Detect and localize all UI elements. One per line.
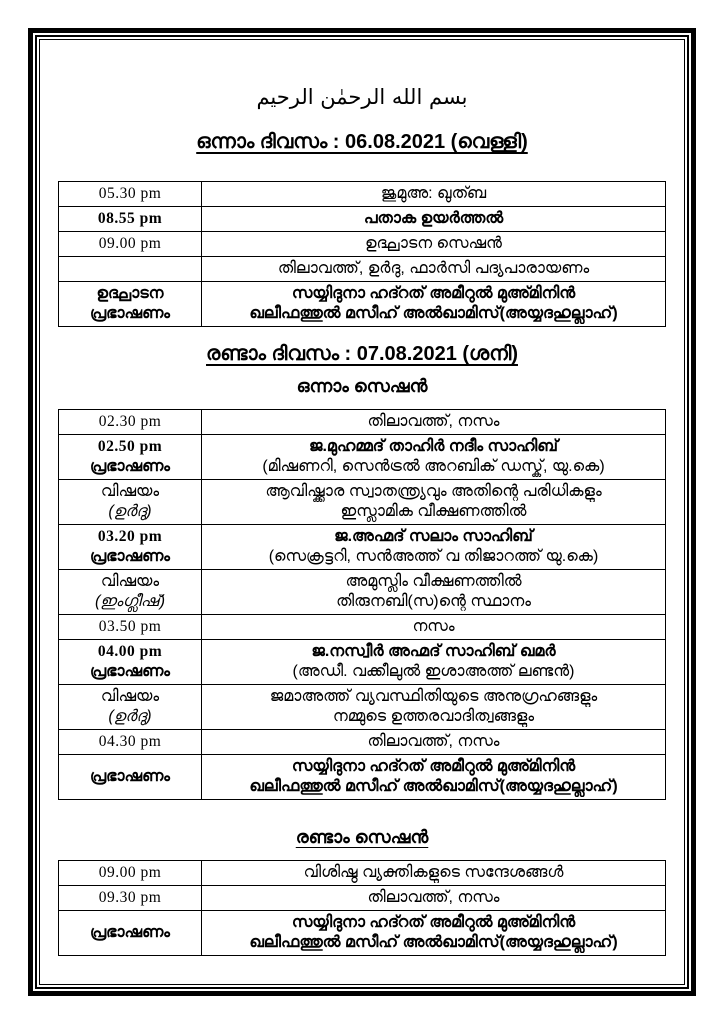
event-cell-line: ഇസ്ലാമിക വീക്ഷണത്തിൽ — [340, 503, 527, 520]
event-cell-line: അമുസ്ലിം വീക്ഷണത്തിൽ — [345, 573, 522, 590]
schedule-row — [59, 525, 666, 570]
time-cell — [59, 886, 202, 911]
event-cell — [202, 861, 666, 886]
event-cell — [202, 480, 666, 525]
time-cell-line — [65, 259, 195, 279]
event-cell — [202, 182, 666, 207]
decorative-frame-inner — [39, 39, 685, 985]
time-cell — [59, 861, 202, 886]
time-cell-line: 04.00 pm — [97, 643, 163, 660]
event-cell — [202, 886, 666, 911]
time-cell-line: (ഉർദു) — [108, 503, 152, 520]
schedule-row — [59, 730, 666, 755]
decorative-frame-outer — [28, 28, 696, 996]
time-cell — [59, 525, 202, 570]
event-cell-line: നസം — [412, 618, 455, 635]
event-cell-line: തിരുനബി(സ)ന്റെ സ്ഥാനം — [336, 593, 531, 610]
event-cell-line: (മിഷണറി, സെൻട്രൽ അറബിക് ഡസ്ക്, യു.കെ) — [262, 458, 605, 475]
event-cell — [202, 911, 666, 956]
schedule-row — [59, 207, 666, 232]
event-cell-line: തിലാവത്ത്, ഉർദു, ഫാർസി പദ്യപാരായണം — [277, 260, 590, 277]
schedule-row — [59, 755, 666, 800]
event-cell — [202, 570, 666, 615]
time-cell-line: വിഷയം — [100, 688, 160, 705]
schedule-row — [59, 886, 666, 911]
time-cell-line: 09.00 pm — [98, 864, 162, 881]
time-cell-line: പ്രഭാഷണം — [89, 458, 171, 475]
event-cell-line: വിശിഷ്ഠ വ്യക്തികളുടെ സന്ദേശങ്ങൾ — [303, 864, 564, 881]
time-cell-line: പ്രഭാഷണം — [89, 663, 171, 680]
event-cell — [202, 730, 666, 755]
time-cell-line: പ്രഭാഷണം — [89, 768, 171, 785]
event-cell-line: പതാക ഉയർത്തൽ — [363, 210, 504, 227]
event-cell — [202, 410, 666, 435]
event-cell — [202, 640, 666, 685]
event-cell — [202, 755, 666, 800]
time-cell-line: 02.50 pm — [97, 438, 163, 455]
time-cell — [59, 615, 202, 640]
event-cell-line: തിലാവത്ത്, നസം — [367, 889, 500, 906]
event-cell — [202, 525, 666, 570]
time-cell-line: 03.20 pm — [97, 528, 163, 545]
time-cell-line: 09.30 pm — [98, 889, 162, 906]
time-cell-line: (ഇംഗ്ലീഷ്) — [94, 593, 166, 610]
time-cell — [59, 730, 202, 755]
day2-session2-schedule-table — [58, 860, 666, 956]
event-cell-line: തിലാവത്ത്, നസം — [367, 733, 500, 750]
schedule-row — [59, 570, 666, 615]
time-cell-line: 03.50 pm — [98, 618, 162, 635]
time-cell-line: 09.00 pm — [98, 235, 162, 252]
event-cell — [202, 232, 666, 257]
event-cell-line: ഖലീഫത്തുൽ മസീഹ് അൽഖാമിസ്(അയ്യദഹുല്ലാഹ്) — [249, 934, 618, 951]
time-cell — [59, 755, 202, 800]
time-cell-line: 05.30 pm — [98, 185, 162, 202]
event-cell-line: ജുമുഅ: ഖുത്ബ — [380, 185, 487, 202]
time-cell-line: പ്രഭാഷണം — [89, 305, 171, 322]
time-cell-line: 02.30 pm — [98, 413, 162, 430]
event-cell-line: ആവിഷ്ക്കാര സ്വാതന്ത്ര്യവും അതിന്റെ പരിധികളും — [265, 483, 602, 500]
time-cell-line: വിഷയം — [100, 483, 160, 500]
schedule-row — [59, 615, 666, 640]
schedule-row — [59, 435, 666, 480]
time-cell-line: (ഉർദു) — [108, 708, 152, 725]
day1-title: ഒന്നാം ദിവസം : 06.08.2021 (വെള്ളി) — [196, 131, 528, 153]
event-cell-line: (അഡീ. വക്കീലുൽ ഇശാഅത്ത് ലണ്ടൻ) — [292, 663, 575, 680]
time-cell-line: 08.55 pm — [97, 210, 163, 227]
event-cell — [202, 207, 666, 232]
time-cell — [59, 685, 202, 730]
event-cell-line: ഖലീഫത്തുൽ മസീഹ് അൽഖാമിസ്(അയ്യദഹുല്ലാഹ്) — [249, 778, 618, 795]
schedule-row — [59, 861, 666, 886]
event-cell-line: ഖലീഫത്തുൽ മസീഹ് അൽഖാമിസ്(അയ്യദഹുല്ലാഹ്) — [249, 305, 618, 322]
time-cell — [59, 570, 202, 615]
event-cell — [202, 685, 666, 730]
event-cell-line: ജമാഅത്ത് വ്യവസ്ഥിതിയുടെ അനുഗ്രഹങ്ങളും — [269, 688, 598, 705]
schedule-row — [59, 282, 666, 327]
event-cell-line: ജ.അഹ്മദ് സലാം സാഹിബ് — [334, 528, 533, 545]
decorative-frame-middle — [35, 35, 689, 989]
schedule-row — [59, 480, 666, 525]
schedule-row — [59, 640, 666, 685]
time-cell — [59, 182, 202, 207]
day2-session1-schedule-table — [58, 409, 666, 800]
time-cell — [59, 282, 202, 327]
event-cell-line: ജ.മുഹമ്മദ് താഹിർ നദീം സാഹിബ് — [309, 438, 558, 455]
event-cell — [202, 282, 666, 327]
event-cell — [202, 435, 666, 480]
time-cell — [59, 480, 202, 525]
event-cell-line: നമ്മുടെ ഉത്തരവാദിത്വങ്ങളും — [332, 708, 535, 725]
bismillah-calligraphy: بسم الله الرحمٰن الرحيم — [256, 85, 468, 109]
schedule-row — [59, 685, 666, 730]
event-cell-line: ജ.നസ്വീർ അഹ്മദ് സാഹിബ് ഖമർ — [311, 643, 556, 660]
event-cell — [202, 257, 666, 282]
time-cell-line: വിഷയം — [100, 573, 160, 590]
time-cell — [59, 257, 202, 282]
time-cell-line: പ്രഭാഷണം — [89, 924, 171, 941]
event-cell-line: (സെക്രട്ടറി, സൻഅത്ത് വ തിജാറത്ത് യു.കെ) — [268, 548, 599, 565]
event-cell-line: സയ്യിദുനാ ഹദ്റത് അമീറുൽ മുഅ്മിനിൻ — [291, 285, 576, 302]
day2-session2-title: രണ്ടാം സെഷൻ — [295, 827, 429, 847]
time-cell — [59, 640, 202, 685]
time-cell — [59, 232, 202, 257]
time-cell-line: 04.30 pm — [98, 733, 162, 750]
time-cell — [59, 911, 202, 956]
time-cell — [59, 410, 202, 435]
day2-title: രണ്ടാം ദിവസം : 07.08.2021 (ശനി) — [206, 343, 518, 365]
event-cell-line: സയ്യിദുനാ ഹദ്റത് അമീറുൽ മുഅ്മിനിൻ — [291, 914, 576, 931]
day1-schedule-table — [58, 181, 666, 327]
event-cell-line: ഉദ്ഘാടന സെഷൻ — [365, 235, 502, 252]
event-cell-line: സയ്യിദുനാ ഹദ്റത് അമീറുൽ മുഅ്മിനിൻ — [291, 758, 576, 775]
schedule-row — [59, 911, 666, 956]
event-cell — [202, 615, 666, 640]
schedule-row — [59, 232, 666, 257]
time-cell — [59, 435, 202, 480]
day2-session1-title: ഒന്നാം സെഷൻ — [296, 376, 428, 396]
time-cell — [59, 207, 202, 232]
schedule-row — [59, 182, 666, 207]
time-cell-line: പ്രഭാഷണം — [89, 548, 171, 565]
schedule-row — [59, 257, 666, 282]
event-cell-line: തിലാവത്ത്, നസം — [367, 413, 500, 430]
schedule-row — [59, 410, 666, 435]
time-cell-line: ഉദ്ഘാടന — [96, 285, 164, 302]
